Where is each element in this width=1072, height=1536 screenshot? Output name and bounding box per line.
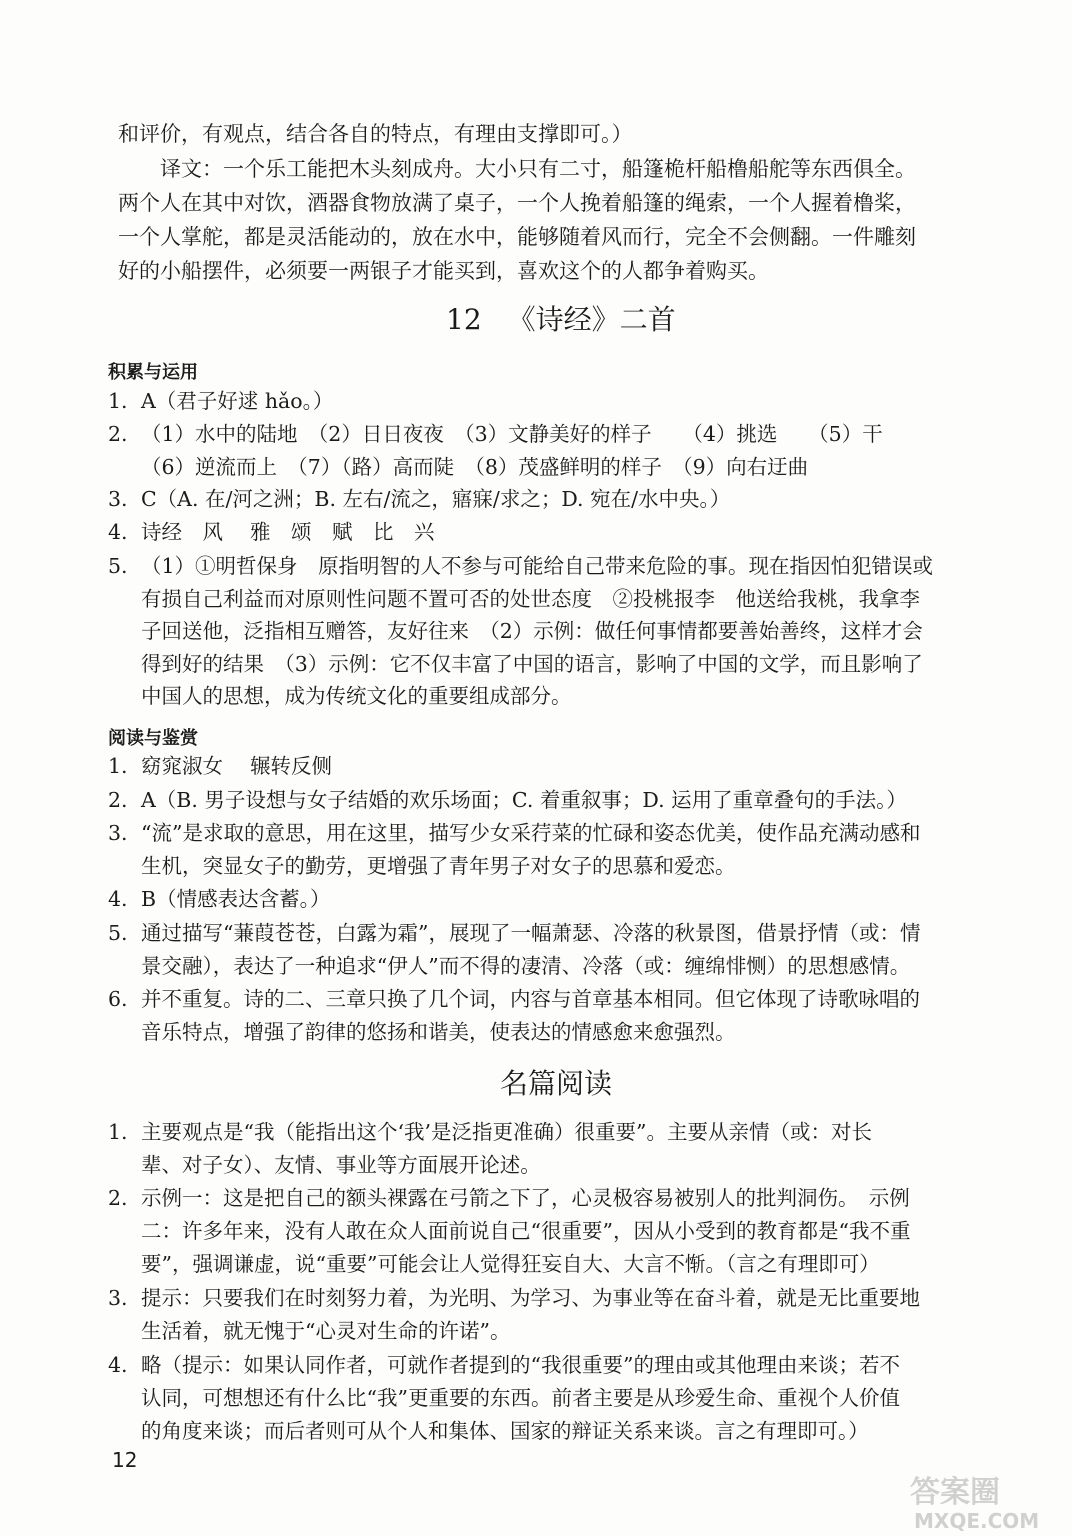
item-line: （6）逆流而上 （7）（路）高而陡 （8）茂盛鲜明的样子 （9）向右迂曲 [141, 454, 809, 479]
watermark-line1: 答案圈 [910, 1475, 1000, 1510]
item-number: 6. [108, 987, 128, 1011]
item-line: 子回送他，泛指相互赠答，友好往来 （2）示例：做任何事情都要善始善终，这样才会 [141, 619, 923, 644]
intro-text: 和评价，有观点，结合各自的特点，有理由支撑即可。） [118, 122, 633, 146]
item-number: 3. [108, 487, 128, 511]
item-line: 二：许多年来，没有人敢在众人面前说自己“很重要”，因从小受到的教育都是“我不重 [141, 1219, 911, 1243]
item-number: 5. [108, 554, 128, 578]
item-body [141, 983, 1008, 1048]
watermark-logo [906, 1468, 1056, 1532]
item-number: 2. [108, 422, 128, 446]
item-line: C（A. 在/河之洲；B. 左右/流之，寤寐/求之；D. 宛在/水中央。） [141, 487, 731, 511]
item-number: 2. [108, 788, 128, 812]
item-line: 的角度来谈；而后者则可从个人和集体、国家的辩证关系来谈。言之有理即可。） [141, 1419, 869, 1443]
item-number: 3. [108, 821, 128, 845]
item-line: 生机，突显女子的勤劳，更增强了青年男子对女子的思慕和爱恋。 [141, 853, 736, 878]
item-line: 认同，可想想还有什么比“我”更重要的东西。前者主要是从珍爱生命、重视个人价值 [141, 1386, 900, 1410]
translation-line: 两个人在其中对饮，酒器食物放满了桌子，一个人挽着船篷的绳索，一个人握着橹桨， [118, 191, 916, 215]
item-body [141, 385, 1008, 418]
item-number: 1. [108, 389, 128, 413]
item-line: 音乐特点，增强了韵律的悠扬和谐美，使表达的情感愈来愈强烈。 [141, 1019, 736, 1044]
item-line: 并不重复。诗的二、三章只换了几个词，内容与首章基本相同。但它体现了诗歌咏唱的 [141, 987, 920, 1011]
item-line: 略（提示：如果认同作者，可就作者提到的“我很重要”的理由或其他理由来谈；若不 [141, 1353, 900, 1377]
item-number: 3. [108, 1286, 128, 1310]
item-number: 4. [108, 887, 128, 911]
translation-block [118, 152, 1008, 288]
item-line: B（情感表达含蓄。） [141, 887, 331, 911]
item-number: 4. [108, 1353, 128, 1377]
item-body [141, 1282, 1008, 1348]
page-number: 12 [112, 1448, 138, 1472]
item-line: 景交融），表达了一种追求“伊人”而不得的凄清、冷落（或：缠绵悱恻）的思想感情。 [141, 953, 911, 978]
lesson-title-text: 《诗经》二首 [507, 303, 676, 336]
item-body [141, 1116, 1008, 1182]
item-body [141, 550, 1008, 713]
item-number: 1. [108, 754, 128, 778]
item-line: 中国人的思想，成为传统文化的重要组成部分。 [141, 684, 572, 709]
item-line: （1）①明哲保身 原指明智的人不参与可能给自己带来危险的事。现在指因怕犯错误或 [141, 554, 934, 578]
item-body [141, 418, 1008, 483]
item-line: 得到好的结果 （3）示例：它不仅丰富了中国的语言，影响了中国的文学，而且影响了 [141, 651, 923, 676]
item-line: A（君子好逑 hǎo。） [141, 389, 334, 413]
item-line: 提示：只要我们在时刻努力着，为光明、为学习、为事业等在奋斗着，就是无比重要地 [141, 1286, 920, 1310]
item-body [141, 1349, 1008, 1448]
item-line: 诗经 风 雅 颂 赋 比 兴 [141, 520, 435, 544]
item-line: A（B. 男子设想与女子结婚的欢乐场面；C. 着重叙事；D. 运用了重章叠句的手法。） [141, 788, 907, 812]
item-line: 通过描写“蒹葭苍苍，白露为霜”，展现了一幅萧瑟、冷落的秋景图，借景抒情（或：情 [141, 921, 921, 945]
item-line: （1）水中的陆地 （2）日日夜夜 （3）文静美好的样子 （4）挑选 （5）干 [141, 422, 883, 446]
item-number: 1. [108, 1120, 128, 1144]
item-body [141, 817, 1008, 882]
section-heading: 阅读与鉴赏 [108, 728, 198, 749]
item-body [141, 784, 1008, 817]
item-body [141, 750, 1008, 783]
reading-title: 名篇阅读 [500, 1067, 613, 1100]
item-line: 要”，强调谦虚，说“重要”可能会让人觉得狂妄自大、大言不惭。（言之有理即可） [141, 1252, 880, 1276]
intro-line [118, 118, 1008, 151]
item-body [141, 483, 1008, 516]
item-line: “流”是求取的意思，用在这里，描写少女采荇菜的忙碌和姿态优美，使作品充满动感和 [141, 821, 921, 845]
item-line: 窈窕淑女 辗转反侧 [141, 754, 333, 778]
item-line: 主要观点是“我（能指出这个‘我’是泛指更准确）很重要”。主要从亲情（或：对长 [141, 1120, 872, 1144]
lesson-number: 12 [446, 303, 482, 336]
item-number: 5. [108, 921, 128, 945]
item-number: 4. [108, 520, 128, 544]
section-heading: 积累与运用 [108, 362, 198, 383]
lesson-title [446, 298, 676, 338]
item-body [141, 1182, 1008, 1281]
translation-line: 一个人掌舵，都是灵活能动的，放在水中，能够随着风而行，完全不会侧翻。一件雕刻 [118, 225, 916, 249]
watermark-line2: MXQE.COM [914, 1509, 1040, 1532]
item-line: 示例一：这是把自己的额头裸露在弓箭之下了，心灵极容易被别人的批判洞伤。 示例 [141, 1186, 910, 1210]
item-body [141, 883, 1008, 916]
item-line: 生活着，就无愧于“心灵对生命的许诺”。 [141, 1319, 511, 1343]
translation-line: 译文：一个乐工能把木头刻成舟。大小只有二寸，船篷桅杆船橹船舵等东西俱全。 [160, 157, 916, 181]
item-body [141, 516, 1008, 549]
item-number: 2. [108, 1186, 128, 1210]
item-line: 有损自己利益而对原则性问题不置可否的处世态度 ②投桃报李 他送给我桃，我拿李 [141, 586, 920, 611]
translation-line: 好的小船摆件，必须要一两银子才能买到，喜欢这个的人都争着购买。 [118, 259, 769, 283]
item-line: 辈、对子女）、友情、事业等方面展开论述。 [141, 1153, 541, 1177]
item-body [141, 917, 1008, 982]
